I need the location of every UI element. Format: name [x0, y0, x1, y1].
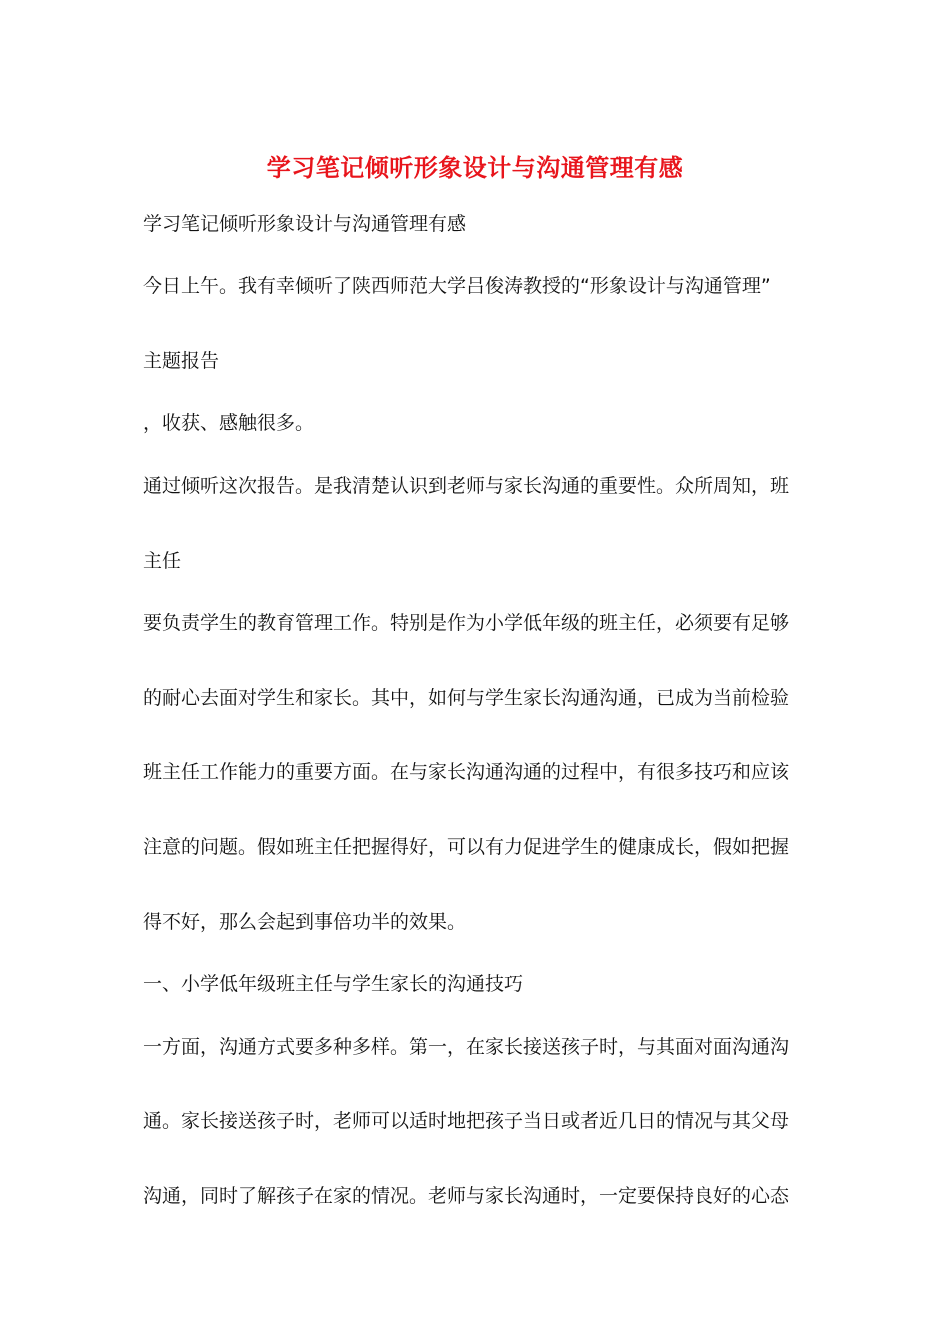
- paragraph-line: 沟通，同时了解孩子在家的情况。老师与家长沟通时，一定要保持良好的心态: [143, 1185, 790, 1207]
- paragraph-line: ，收获、感触很多。: [143, 412, 315, 434]
- paragraph-line: 的耐心去面对学生和家长。其中，如何与学生家长沟通沟通，已成为当前检验: [143, 687, 790, 709]
- section-heading: 一、小学低年级班主任与学生家长的沟通技巧: [143, 973, 524, 995]
- paragraph-line: 主任: [143, 550, 182, 572]
- paragraph-line: 今日上午。我有幸倾听了陕西师范大学吕俊涛教授的“形象设计与沟通管理”: [143, 275, 771, 297]
- paragraph-line: 要负责学生的教育管理工作。特别是作为小学低年级的班主任，必须要有足够: [143, 612, 790, 634]
- paragraph-line: 得不好，那么会起到事倍功半的效果。: [143, 911, 467, 933]
- document-title: 学习笔记倾听形象设计与沟通管理有感: [266, 153, 684, 182]
- subtitle-line: 学习笔记倾听形象设计与沟通管理有感: [143, 213, 467, 235]
- paragraph-line: 通。家长接送孩子时，老师可以适时地把孩子当日或者近几日的情况与其父母: [143, 1110, 790, 1132]
- paragraph-line: 主题报告: [143, 350, 220, 372]
- paragraph-line: 注意的问题。假如班主任把握得好，可以有力促进学生的健康成长，假如把握: [143, 836, 790, 858]
- paragraph-line: 通过倾听这次报告。是我清楚认识到老师与家长沟通的重要性。众所周知，班: [143, 475, 790, 497]
- paragraph-line: 一方面，沟通方式要多种多样。第一，在家长接送孩子时，与其面对面沟通沟: [143, 1036, 790, 1058]
- paragraph-line: 班主任工作能力的重要方面。在与家长沟通沟通的过程中，有很多技巧和应该: [143, 761, 790, 783]
